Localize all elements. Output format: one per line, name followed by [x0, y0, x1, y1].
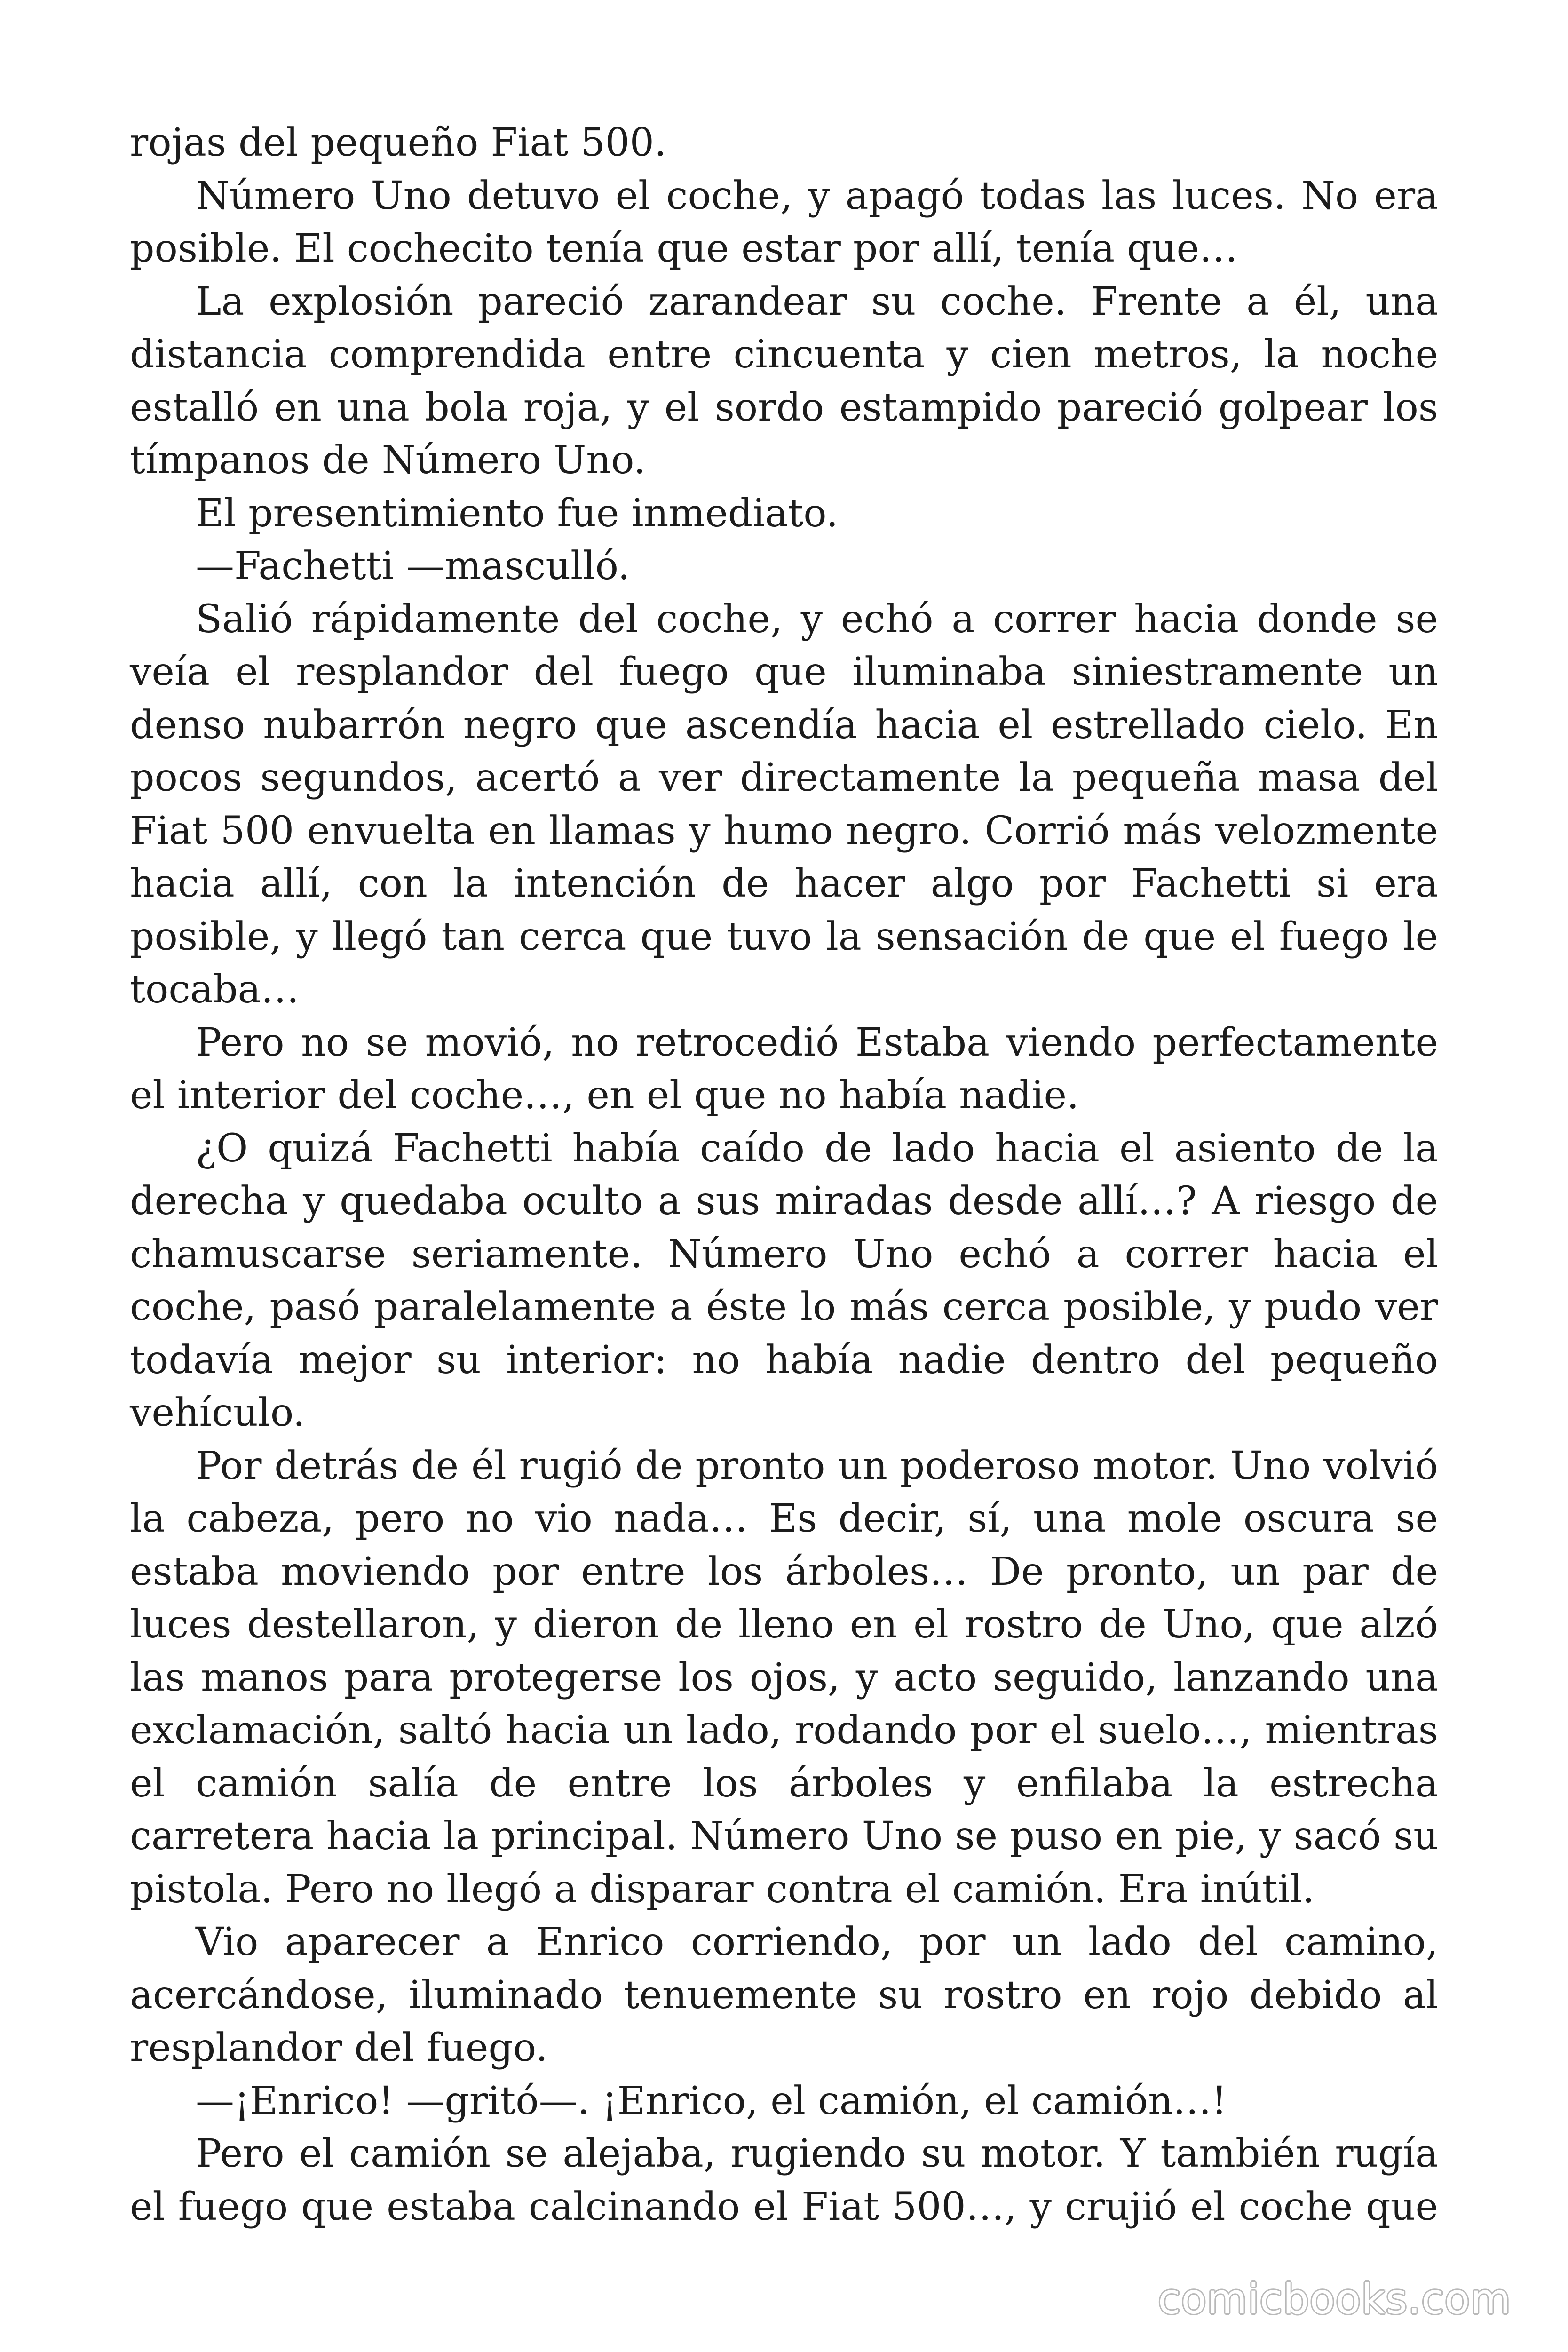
page-text: [130, 117, 1438, 2233]
paragraph-11: —¡Enrico! —gritó—. ¡Enrico, el camión, el camión…!: [196, 2078, 1227, 2123]
paragraph-5: —Fachetti —masculló.: [196, 544, 630, 588]
paragraph-2: Número Uno detuvo el coche, y apagó todas las luces. No era posible. El cochecito tenía que estar por allí, tenía que…: [130, 173, 1438, 271]
paragraph-3: La explosión pareció zarandear su coche. Frente a él, una distancia comprendida entre cincuenta y cien metros, la noche estalló en una bola roja, y el sordo estampido pareció golpear los tímpanos de Número Uno.: [130, 279, 1438, 483]
paragraph-9: Por detrás de él rugió de pronto un poderoso motor. Uno volvió la cabeza, pero no vio nada… Es decir, sí, una mole oscura se estaba moviendo por entre los árboles… De pronto, un par de luces destellaron, y dieron de lleno en el rostro de Uno, que alzó las manos para protegerse los ojos, y acto seguido, lanzando una exclamación, saltó hacia un lado, rodando por el suelo…, mientras el camión salía de entre los árboles y enfilaba la estrecha carretera hacia la principal. Número Uno se puso en pie, y sacó su pistola. Pero no llegó a disparar contra el camión. Era inútil.: [130, 1443, 1438, 1912]
paragraph-6: Salió rápidamente del coche, y echó a correr hacia donde se veía el resplandor del fuego que iluminaba siniestramente un denso nubarrón negro que ascendía hacia el estrellado cielo. En pocos segundos, acertó a ver directamente la pequeña masa del Fiat 500 envuelta en llamas y humo negro. Corrió más velozmente hacia allí, con la intención de hacer algo por Fachetti si era posible, y llegó tan cerca que tuvo la sensación de que el fuego le tocaba…: [130, 596, 1438, 1012]
paragraph-8: ¿O quizá Fachetti había caído de lado hacia el asiento de la derecha y quedaba oculto a sus miradas desde allí…? A riesgo de chamuscarse seriamente. Número Uno echó a correr hacia el coche, pasó paralelamente a éste lo más cerca posible, y pudo ver todavía mejor su interior: no había nadie dentro del pequeño vehículo.: [130, 1126, 1438, 1435]
paragraph-12: Pero el camión se alejaba, rugiendo su motor. Y también rugía el fuego que estaba calcinando el Fiat 500…, y crujió el coche que: [130, 2131, 1438, 2229]
watermark: comicbooks.com: [1158, 2275, 1512, 2323]
paragraph-10: Vio aparecer a Enrico corriendo, por un lado del camino, acercándose, iluminado tenuemente su rostro en rojo debido al resplandor del fuego.: [130, 1920, 1438, 2070]
paragraph-7: Pero no se movió, no retrocedió Estaba viendo perfectamente el interior del coche…, en el que no había nadie.: [130, 1020, 1438, 1118]
paragraph-1: rojas del pequeño Fiat 500.: [130, 120, 667, 165]
paragraph-4: El presentimiento fue inmediato.: [196, 491, 839, 536]
